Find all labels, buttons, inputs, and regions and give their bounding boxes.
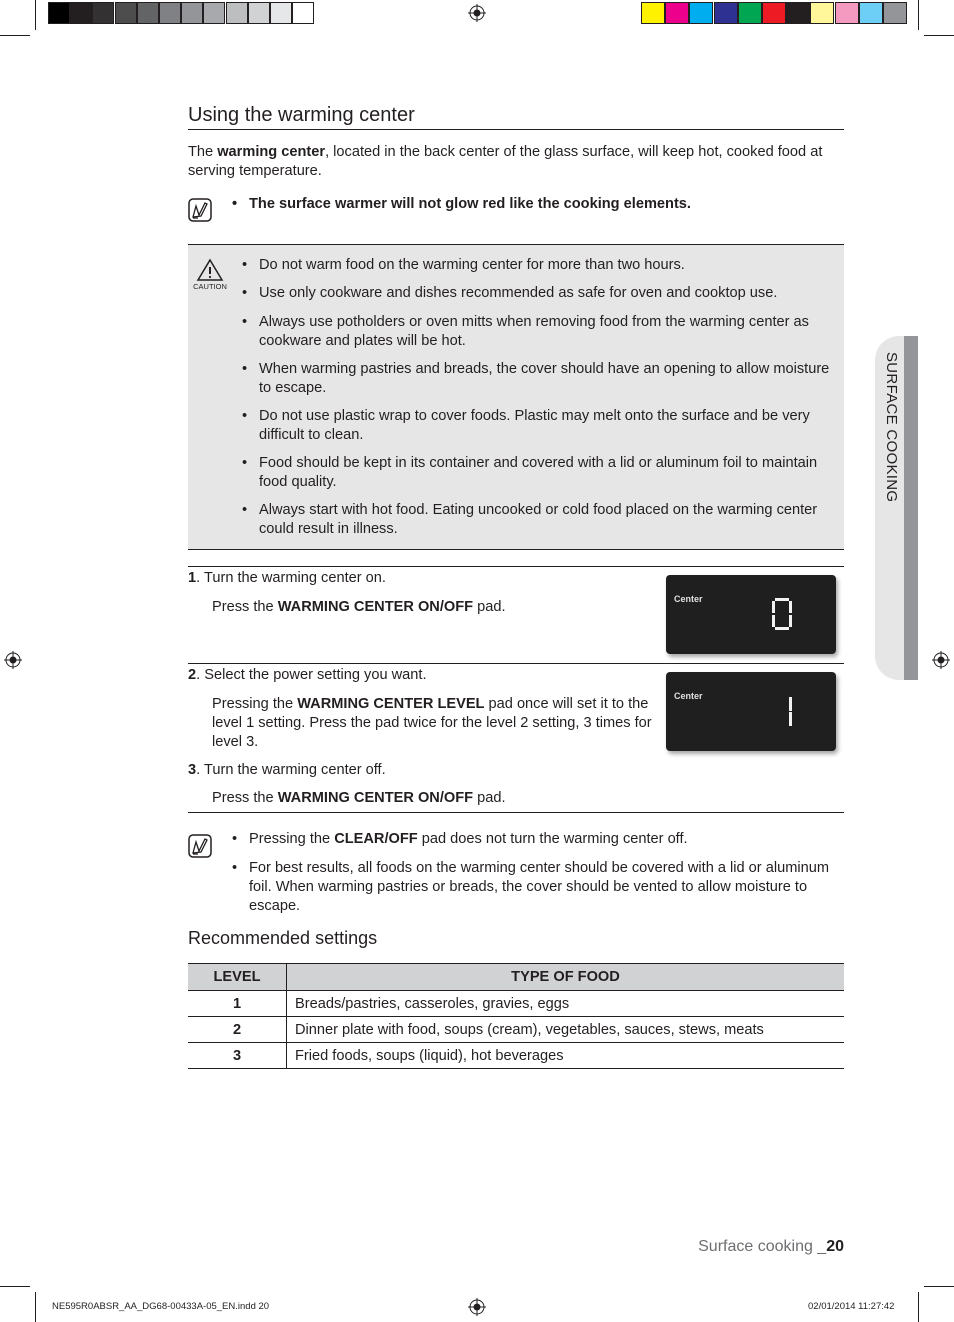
gray-swatch [226,2,248,24]
food-cell: Breads/pastries, casseroles, gravies, eggs [287,991,845,1017]
crop-mark [35,1292,36,1322]
color-swatch [786,2,810,24]
caution-text: Food should be kept in its container and covered with a lid or aluminum foil to maintain food quality. [259,455,818,490]
color-swatch [738,2,762,24]
registration-mark-icon [4,651,22,669]
display-label: Center [674,691,703,701]
intro-paragraph [188,143,844,181]
print-datetime: 02/01/2014 11:27:42 [808,1301,895,1312]
step-title: . Turn the warming center on. [196,570,386,586]
step-rule [188,812,844,813]
note-pencil-icon [188,198,212,222]
seven-segment-digit-1 [784,697,794,727]
column-header-level: LEVEL [188,964,287,991]
registration-mark-icon [468,1298,486,1316]
step-2-detail: Pressing the WARMING CENTER LEVEL pad once will set it to the level 1 setting. Press the pad twice for the level 2 setting, 3 times for level 3. [212,696,652,750]
food-cell: Fried foods, soups (liquid), hot beverages [287,1043,845,1069]
registration-mark-icon [932,651,950,669]
note-text: The surface warmer will not glow red like the cooking elements. [249,196,691,212]
note-item: • For best results, all foods on the warming center should be covered with a lid or aluminum foil. When warming pastries or breads, the cover should be vented to allow moisture to escape. [232,860,829,914]
section-title: Using the warming center [188,104,415,126]
gray-swatch [137,2,159,24]
registration-mark-icon [468,4,486,22]
gray-swatch [292,2,314,24]
recommended-settings-table [188,963,844,1069]
column-header-type-of-food: TYPE OF FOOD [287,964,845,991]
caution-text: Always start with hot food. Eating uncooked or cold food placed on the warming center could result in illness. [259,502,818,537]
level-cell: 2 [188,1017,287,1043]
control-display-panel [666,575,836,654]
color-swatch [714,2,738,24]
crop-mark [924,1286,954,1287]
chapter-tab-label: SURFACE COOKING [883,352,900,503]
step-1-detail: Press the WARMING CENTER ON/OFF pad. [212,599,506,615]
caution-warning-icon [196,258,224,282]
step-rule [188,663,844,664]
note-text: For best results, all foods on the warming center should be covered with a lid or aluminum foil. When warming pastries or breads, the cover should be vented to allow moisture to escape. [249,860,829,914]
control-display-panel [666,672,836,751]
title-rule [188,129,844,130]
page-footer [698,1238,844,1256]
recommended-title: Recommended settings [188,928,378,948]
gray-swatch [48,2,70,24]
step-3-detail: Press the WARMING CENTER ON/OFF pad. [212,790,506,806]
color-swatch [641,2,665,24]
side-tab-strip [904,336,918,680]
step-3 [188,761,648,780]
caution-text: When warming pastries and breads, the cover should have an opening to allow moisture to escape. [259,361,830,396]
crop-mark [918,1292,919,1322]
crop-mark [0,35,30,36]
step-1 [188,569,648,588]
step-2 [188,666,648,685]
level-cell: 1 [188,991,287,1017]
step-title: . Turn the warming center off. [196,762,386,778]
page-number: 20 [826,1238,844,1255]
caution-text: Do not warm food on the warming center for more than two hours. [259,257,685,273]
gray-swatch [270,2,292,24]
caution-label: CAUTION [193,282,227,291]
table-row [188,991,844,1017]
color-swatch [883,2,907,24]
seven-segment-digit-0 [771,597,793,631]
step-title: . Select the power setting you want. [196,667,427,683]
crop-mark [0,1286,30,1287]
gray-swatch [70,2,92,24]
color-swatch [859,2,883,24]
display-label: Center [674,594,703,604]
crop-mark [918,0,919,30]
step-number: 3 [188,762,197,778]
footer-section-label: Surface cooking _ [698,1238,827,1255]
level-cell: 3 [188,1043,287,1069]
caution-text: Do not use plastic wrap to cover foods. Plastic may melt onto the surface and be very difficult to clean. [259,408,810,443]
color-swatch [665,2,689,24]
crop-mark [35,0,36,30]
step-number: 2 [188,667,197,683]
gray-swatch [92,2,114,24]
note-pencil-icon [188,834,212,858]
color-swatch [689,2,713,24]
color-swatch [835,2,859,24]
caution-bottom-rule [188,549,844,550]
crop-mark [924,35,954,36]
intro-bold: warming center [217,144,326,160]
food-cell: Dinner plate with food, soups (cream), vegetables, sauces, stews, meats [287,1017,845,1043]
intro-text: The [188,144,218,160]
caution-text: Always use potholders or oven mitts when removing food from the warming center as cookware and plates will be hot. [259,314,809,349]
caution-text: Use only cookware and dishes recommended as safe for oven and cooktop use. [259,285,778,301]
step-rule [188,566,844,567]
gray-swatch [159,2,181,24]
gray-swatch [181,2,203,24]
file-slug: NE595R0ABSR_AA_DG68-00433A-05_EN.indd 20 [52,1301,270,1312]
gray-swatch [115,2,137,24]
table-row [188,1043,844,1069]
gray-swatch [203,2,225,24]
color-swatch [762,2,786,24]
color-swatch [810,2,834,24]
table-row [188,1017,844,1043]
intro-text-rest: , located in the back center of the glass surface, will keep hot, cooked food at serving temperature. [188,144,823,179]
step-number: 1 [188,570,197,586]
gray-swatch [248,2,270,24]
